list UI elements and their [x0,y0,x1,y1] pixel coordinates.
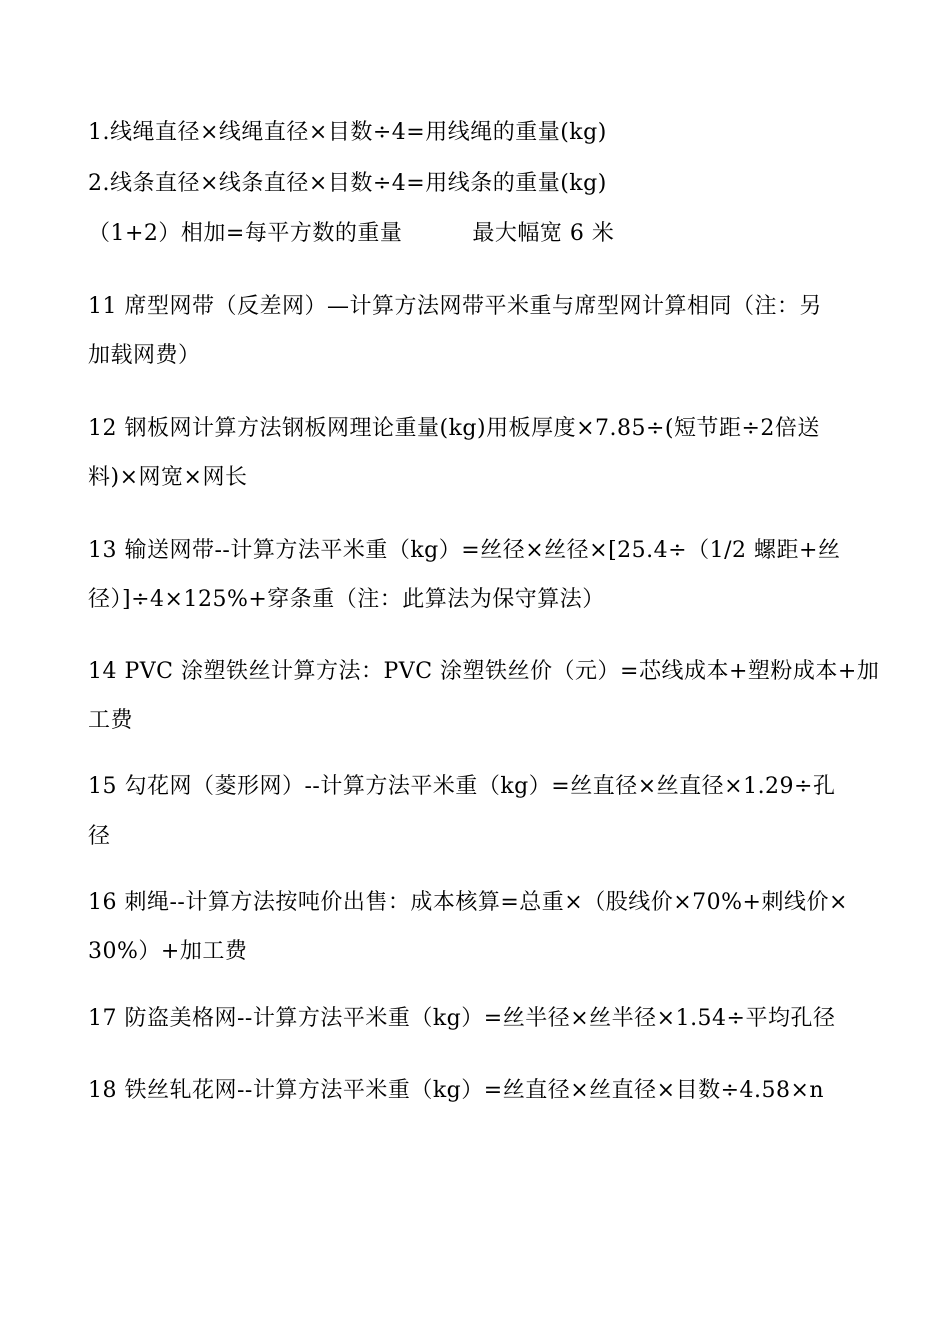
item-13-line-1: 13 输送网带--计算方法平米重（kg）=丝径×丝径×[25.4÷（1/2 螺距+丝 [88,538,841,563]
item-15-line-1: 15 勾花网（菱形网）--计算方法平米重（kg）=丝直径×丝直径×1.29÷孔 [88,774,836,799]
item-11-line-2: 加载网费） [88,343,201,368]
max-width-text: 最大幅宽 6 米 [472,221,615,246]
item-15-line-2: 径 [88,824,111,849]
formula-sum-text: （1+2）相加=每平方数的重量 [88,221,403,246]
formula-line-1: 1.线绳直径×线绳直径×目数÷4=用线绳的重量(kg) [88,120,607,145]
item-16-line-2: 30%）+加工费 [88,939,248,964]
formula-sum-line [88,221,868,247]
item-18-line-1: 18 铁丝轧花网--计算方法平米重（kg）=丝直径×丝直径×目数÷4.58×n [88,1078,825,1103]
item-12-line-2: 料)×网宽×网长 [88,465,248,490]
item-12-line-1: 12 钢板网计算方法钢板网理论重量(kg)用板厚度×7.85÷(短节距÷2倍送 [88,416,820,441]
item-13-line-2: 径）]÷4×125%+穿条重（注：此算法为保守算法） [88,587,605,612]
formula-line-2: 2.线条直径×线条直径×目数÷4=用线条的重量(kg) [88,171,607,196]
item-14-line-1: 14 PVC 涂塑铁丝计算方法：PVC 涂塑铁丝价（元）=芯线成本+塑粉成本+加 [88,659,880,684]
item-16-line-1: 16 刺绳--计算方法按吨价出售：成本核算=总重×（股线价×70%+刺线价× [88,890,848,915]
item-11-line-1: 11 席型网带（反差网）—计算方法网带平米重与席型网计算相同（注：另 [88,294,822,319]
item-14-line-2: 工费 [88,708,134,733]
item-17-line-1: 17 防盗美格网--计算方法平米重（kg）=丝半径×丝半径×1.54÷平均孔径 [88,1006,836,1031]
